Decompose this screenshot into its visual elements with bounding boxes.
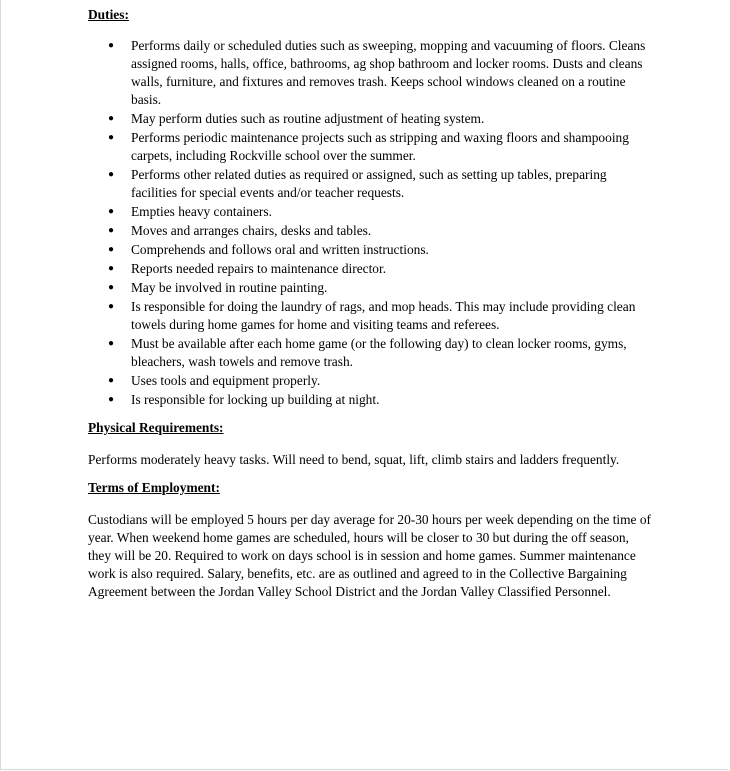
list-item-text: Uses tools and equipment properly. [131, 373, 321, 388]
list-item-text: Must be available after each home game (or the following day) to clean locker rooms, gyms, bleachers, wash towels and remove trash. [131, 336, 627, 369]
list-item-text: Empties heavy containers. [131, 204, 272, 219]
bullet-icon: ● [108, 263, 115, 274]
bullet-icon: ● [108, 282, 115, 293]
list-item-text: Comprehends and follows oral and written instructions. [131, 242, 429, 257]
list-item-text: May be involved in routine painting. [131, 280, 328, 295]
list-item [108, 166, 653, 202]
list-item [108, 129, 653, 165]
bullet-icon: ● [108, 206, 115, 217]
list-item [108, 260, 653, 278]
list-item-text: Is responsible for doing the laundry of rags, and mop heads. This may include providing clean towels during home games for home and visiting teams and referees. [131, 299, 636, 332]
physical-requirements-text: Performs moderately heavy tasks. Will need to bend, squat, lift, climb stairs and ladders frequently. [88, 452, 620, 467]
bullet-icon: ● [108, 301, 115, 312]
list-item-text: Performs other related duties as required or assigned, such as setting up tables, preparing facilities for special events and/or teacher requests. [131, 167, 607, 200]
bullet-icon: ● [108, 40, 115, 51]
document-content [88, 6, 653, 601]
list-item-text: Performs daily or scheduled duties such as sweeping, mopping and vacuuming of floors. Cleans assigned rooms, halls, office, bathrooms, ag shop bathroom and locker rooms. Dusts and cleans walls, furniture, and fixtures and removes trash. Keeps school windows cleaned on a routine basis. [131, 38, 646, 107]
list-item [108, 391, 653, 409]
terms-of-employment-heading: Terms of Employment: [88, 480, 220, 495]
list-item [108, 222, 653, 240]
bullet-icon: ● [108, 338, 115, 349]
bullet-icon: ● [108, 132, 115, 143]
bullet-icon: ● [108, 113, 115, 124]
bullet-icon: ● [108, 169, 115, 180]
duties-heading: Duties: [88, 7, 129, 22]
list-item [108, 372, 653, 390]
list-item-text: Performs periodic maintenance projects such as stripping and waxing floors and shampooing carpets, including Rockville school over the summer. [131, 130, 629, 163]
bullet-icon: ● [108, 375, 115, 386]
list-item-text: Reports needed repairs to maintenance director. [131, 261, 387, 276]
terms-of-employment-text: Custodians will be employed 5 hours per day average for 20-30 hours per week depending on the time of year. When weekend home games are scheduled, hours will be closer to 30 but during the off season, they will be 20. Required to work on days school is in session and home games. Summer maintenance work is also required. Salary, benefits, etc. are as outlined and agreed to in the Collective Bargaining Agreement between the Jordan Valley School District and the Jordan Valley Classified Personnel. [88, 512, 652, 599]
list-item-text: May perform duties such as routine adjustment of heating system. [131, 111, 485, 126]
list-item-text: Moves and arranges chairs, desks and tables. [131, 223, 372, 238]
list-item [108, 335, 653, 371]
bullet-icon: ● [108, 225, 115, 236]
duties-list [88, 37, 653, 409]
bullet-icon: ● [108, 394, 115, 405]
list-item [108, 110, 653, 128]
bullet-icon: ● [108, 244, 115, 255]
list-item [108, 37, 653, 109]
list-item [108, 203, 653, 221]
list-item [108, 298, 653, 334]
list-item [108, 241, 653, 259]
physical-requirements-heading: Physical Requirements: [88, 420, 224, 435]
list-item-text: Is responsible for locking up building at night. [131, 392, 380, 407]
list-item [108, 279, 653, 297]
